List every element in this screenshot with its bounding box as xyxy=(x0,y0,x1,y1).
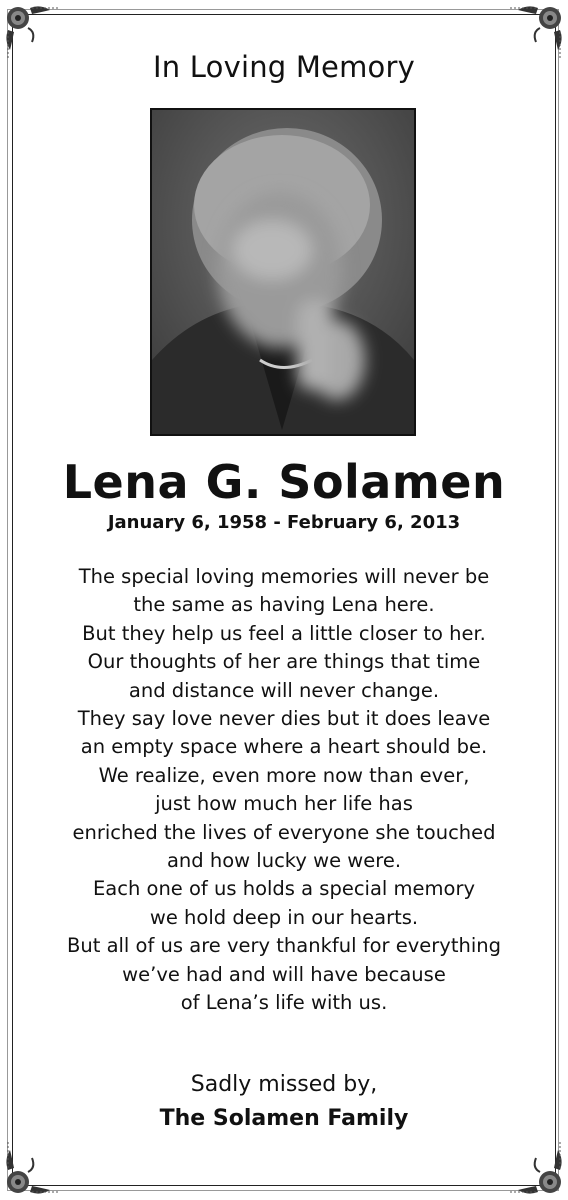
rose-corner-ornament-icon xyxy=(506,1138,566,1198)
poem-line: We realize, even more now than ever, xyxy=(98,763,470,787)
poem-line: But they help us feel a little closer to her. xyxy=(82,621,486,645)
poem-line: Each one of us holds a special memory xyxy=(92,877,476,901)
poem-line: enriched the lives of everyone she touched xyxy=(72,820,496,844)
signoff-line: Sadly missed by, xyxy=(190,1072,378,1097)
memorial-heading: In Loving Memory xyxy=(153,50,415,84)
poem-line: an empty space where a heart should be. xyxy=(80,735,488,759)
poem-line: Our thoughts of her are things that time xyxy=(87,650,481,674)
rose-corner-ornament-icon xyxy=(2,1138,62,1198)
poem-line: The special loving memories will never be xyxy=(78,565,490,588)
portrait-figure xyxy=(152,110,414,434)
poem-line: and distance will never change. xyxy=(128,678,440,702)
poem-line: we’ve had and will have because xyxy=(122,962,446,986)
life-dates: January 6, 1958 - February 6, 2013 xyxy=(107,512,461,533)
poem-line: the same as having Lena here. xyxy=(133,593,435,617)
memorial-poem xyxy=(0,563,568,1018)
poem-line: But all of us are very thankful for everything xyxy=(66,934,501,958)
deceased-name: Lena G. Solamen xyxy=(62,455,506,509)
poem-line: just how much her life has xyxy=(155,792,413,816)
poem-line: and how lucky we were. xyxy=(166,849,402,873)
portrait-photo xyxy=(150,108,416,436)
poem-line: we hold deep in our hearts. xyxy=(149,905,419,929)
signoff-family: The Solamen Family xyxy=(159,1106,409,1131)
poem-line: of Lena’s life with us. xyxy=(180,991,388,1015)
poem-line: They say love never dies but it does leave xyxy=(77,707,491,731)
